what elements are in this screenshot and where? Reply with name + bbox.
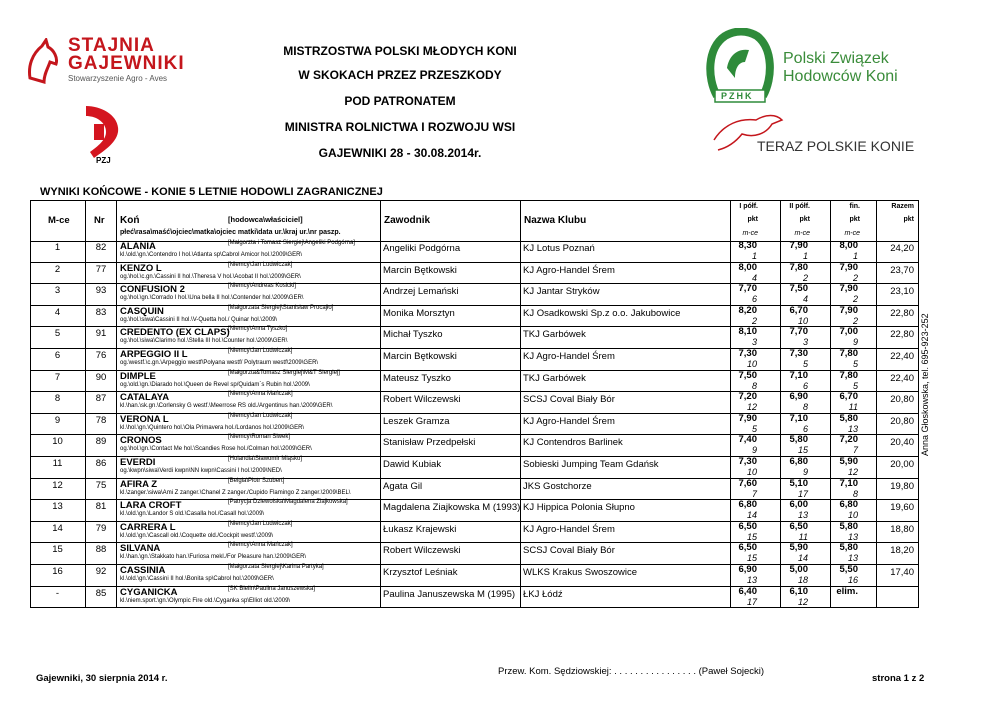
rider-name: Stanisław Przedpełski bbox=[383, 437, 476, 449]
final-place: 2 bbox=[852, 315, 858, 326]
final-points: 5,80 bbox=[839, 542, 858, 554]
final-place: 2 bbox=[852, 272, 858, 283]
number-cell: 76 bbox=[95, 350, 107, 361]
round1-place: 17 bbox=[746, 596, 757, 607]
col-klub: Nazwa Klubu bbox=[524, 215, 587, 226]
horse-owner: [Niemcy\Jan Ludwiczak] bbox=[228, 520, 293, 527]
final-points: 5,80 bbox=[839, 520, 858, 532]
round1-points: 7,70 bbox=[738, 283, 757, 295]
horse-owner: [Niemcy\Roman Siwek] bbox=[228, 434, 291, 441]
horse-pedigree: kl.\han.\gn.\Stakkato han.\Furiosa mekl./For Pleasure han.\2009\GER\ bbox=[120, 554, 307, 561]
round1-points: 6,50 bbox=[738, 542, 757, 554]
round1-place: 3 bbox=[751, 337, 757, 348]
horse-pedigree: og.\hol.\siwa\Cassini II hol.\V-Quetta hol./ Quinar hol.\2009\ bbox=[120, 316, 278, 323]
total-points: 22,80 bbox=[890, 307, 914, 319]
club-name: KJ Osadkowski Sp.z o.o. Jakubowice bbox=[523, 307, 681, 319]
col-r1-mce: m-ce bbox=[742, 230, 758, 237]
round2-points: 6,90 bbox=[789, 391, 808, 403]
place-cell: 9 bbox=[54, 414, 61, 426]
round1-place: 8 bbox=[751, 380, 757, 391]
round2-place: 12 bbox=[797, 596, 808, 607]
round1-points: 7,40 bbox=[738, 434, 757, 446]
heading-line-3: POD PATRONATEM bbox=[344, 94, 456, 108]
horse-name: CYGANICKA bbox=[120, 586, 178, 598]
round2-points: 5,90 bbox=[789, 542, 808, 554]
final-points: 7,80 bbox=[839, 348, 858, 359]
round1-points: 7,50 bbox=[738, 369, 757, 381]
total-points: 20,00 bbox=[890, 459, 914, 470]
table-row bbox=[30, 499, 918, 522]
total-points: 23,70 bbox=[890, 264, 914, 276]
final-points: 7,20 bbox=[839, 434, 858, 446]
rider-name: Krzysztof Leśniak bbox=[383, 567, 458, 578]
horse-pedigree: kl.\hol.\gn.\Quintero hol.\Ola Primavera hol./Lordanos hol.\2009\GER\ bbox=[120, 424, 305, 431]
final-place: 9 bbox=[852, 337, 858, 348]
number-cell: 78 bbox=[95, 414, 107, 426]
rider-name: Monika Morsztyn bbox=[383, 307, 455, 319]
place-cell: 11 bbox=[52, 458, 63, 469]
round1-place: 10 bbox=[746, 359, 757, 369]
col-kon: Koń bbox=[120, 215, 140, 226]
horse-name: CARRERA L bbox=[120, 521, 176, 533]
total-points: 22,40 bbox=[890, 372, 914, 384]
col-r2-mce: m-ce bbox=[794, 230, 810, 237]
horse-name: VERONA L bbox=[120, 413, 169, 425]
round2-place: 2 bbox=[802, 272, 808, 283]
rider-name: Robert Wilczewski bbox=[383, 545, 461, 557]
round2-points: 7,10 bbox=[789, 412, 808, 424]
final-points: 5,80 bbox=[839, 412, 858, 424]
final-points: 5,90 bbox=[839, 456, 858, 467]
round1-points: 8,30 bbox=[738, 240, 757, 251]
round1-place: 6 bbox=[751, 294, 757, 305]
club-name: KJ Hippica Polonia Słupno bbox=[523, 502, 635, 514]
club-name: KJ Lotus Poznań bbox=[523, 243, 595, 254]
horse-pedigree: kl.\niem.sport.\gn.\Olympic Fire old.\Cyganka sp\Elliot old.\2009\ bbox=[120, 597, 291, 604]
horse-pedigree: kl.\old.\gn.\Landor S old.\Casalla hol./Casall hol.\2009\ bbox=[120, 511, 265, 518]
table-row bbox=[30, 391, 918, 414]
round2-place: 3 bbox=[802, 337, 808, 348]
place-cell: 1 bbox=[54, 242, 61, 253]
number-cell: 79 bbox=[95, 522, 107, 534]
rider-name: Michał Tyszko bbox=[383, 329, 443, 341]
final-points: 6,80 bbox=[839, 499, 858, 511]
stajnia-title-2: GAJEWNIKI bbox=[68, 53, 185, 74]
table-row bbox=[30, 262, 918, 285]
total-points: 22,40 bbox=[890, 351, 914, 362]
round1-place: 10 bbox=[746, 467, 757, 477]
footer-page: strona 1 z 2 bbox=[872, 673, 925, 684]
horse-name: CASSINIA bbox=[120, 565, 166, 576]
horse-name: CASQUIN bbox=[120, 305, 164, 317]
horse-owner: [Niemcy\Anna Mańczak] bbox=[228, 542, 293, 549]
col-mce: M-ce bbox=[48, 215, 70, 226]
horse-owner: [Niemcy\Anna Mańczak] bbox=[228, 391, 293, 398]
horse-owner: [Niemcy\Jan Ludwiczak] bbox=[228, 348, 293, 354]
number-cell: 82 bbox=[95, 242, 107, 253]
rider-name: Mateusz Tyszko bbox=[383, 372, 451, 384]
final-place: 5 bbox=[852, 380, 858, 391]
total-points: 22,80 bbox=[890, 329, 914, 341]
round1-place: 2 bbox=[751, 315, 757, 326]
horse-owner: [Małgorzata Siergiej\Karina Partyka] bbox=[228, 564, 324, 570]
round2-place: 6 bbox=[802, 423, 808, 434]
horse-pedigree: kl.\han.\sk.gn.\Corlensky G westf.\Meerrose RS old./Argentinus han.\2009\GER\ bbox=[120, 403, 333, 410]
total-points: 18,20 bbox=[890, 545, 914, 557]
final-points: 7,00 bbox=[839, 326, 858, 338]
round1-points: 6,50 bbox=[738, 520, 757, 532]
horse-owner: [Niemcy\Anna Tyszko] bbox=[228, 326, 288, 333]
final-points: 5,50 bbox=[839, 564, 858, 575]
rider-name: Marcin Bętkowski bbox=[383, 264, 457, 276]
place-cell: 10 bbox=[52, 436, 63, 448]
horse-owner: [Belgia\Piotr Szubert] bbox=[228, 477, 285, 484]
club-name: WLKS Krakus Swoszowice bbox=[523, 567, 638, 578]
horse-pedigree: og.\hol.\gn.\Contact Me hol.\Scandies Rose hol./Colman hol.\2009\GER\ bbox=[120, 446, 312, 453]
club-name: Sobieski Jumping Team Gdańsk bbox=[523, 459, 659, 470]
total-points: 20,80 bbox=[890, 415, 914, 427]
footer-judge: Przew. Kom. Sędziowskiej: . . . . . . . . . . . . . . . . (Paweł Sojecki) bbox=[498, 666, 765, 677]
round2-place: 15 bbox=[797, 445, 808, 456]
rider-name: Angeliki Podgórna bbox=[383, 243, 461, 254]
horse-owner: [SK Bielin\Paulina Januszewska] bbox=[228, 585, 316, 592]
horse-pedigree: og.\kwpn\siwa\Verdi kwpn\NN kwpn\Cassini I hol.\2009\NED\ bbox=[120, 468, 282, 474]
round2-points: 6,80 bbox=[789, 456, 808, 467]
col-razem-pkt: pkt bbox=[903, 216, 914, 223]
round1-points: 6,90 bbox=[738, 564, 757, 575]
horse-name: ALANIA bbox=[120, 241, 156, 252]
place-cell: 5 bbox=[54, 328, 61, 340]
place-cell: 16 bbox=[52, 566, 63, 577]
pzhk-name-2: Hodowców Koni bbox=[783, 68, 898, 85]
round1-points: 7,30 bbox=[738, 456, 757, 467]
table-row bbox=[30, 542, 918, 565]
teraz-polskie-konie-logo bbox=[710, 110, 915, 170]
heading-line-1: MISTRZOSTWA POLSKI MŁODYCH KONI bbox=[283, 44, 517, 58]
round2-place: 10 bbox=[797, 315, 808, 326]
rider-name: Leszek Gramza bbox=[383, 415, 450, 427]
table-row bbox=[30, 564, 918, 587]
final-place: 12 bbox=[847, 467, 858, 477]
place-cell: 12 bbox=[52, 479, 63, 491]
club-name: TKJ Garbówek bbox=[523, 329, 586, 341]
rider-name: Robert Wilczewski bbox=[383, 394, 461, 406]
round2-points: 6,10 bbox=[789, 585, 808, 597]
final-place: 13 bbox=[847, 423, 858, 434]
round2-points: 5,00 bbox=[789, 564, 808, 575]
col-r3-pkt: pkt bbox=[849, 216, 860, 223]
final-points: 7,90 bbox=[839, 304, 858, 316]
col-razem: Razem bbox=[891, 203, 914, 210]
final-points: elim. bbox=[836, 585, 858, 597]
round2-points: 6,00 bbox=[789, 499, 808, 511]
table-row bbox=[30, 586, 918, 609]
round1-place: 7 bbox=[751, 488, 757, 499]
round2-place: 8 bbox=[802, 402, 808, 413]
horse-name: CATALAYA bbox=[120, 392, 170, 404]
table-row bbox=[30, 521, 918, 544]
round2-points: 7,50 bbox=[789, 283, 808, 295]
rider-name: Magdalena Ziajkowska M (1993) bbox=[383, 502, 521, 514]
col-r3: fin. bbox=[849, 203, 860, 210]
col-r3-mce: m-ce bbox=[844, 230, 860, 237]
table-row bbox=[30, 283, 918, 306]
round2-place: 11 bbox=[798, 531, 808, 542]
place-cell: 3 bbox=[54, 285, 61, 297]
horse-owner: [Małgorzta&Tomasz Siergiej\M&T Siergiej] bbox=[228, 369, 340, 376]
horse-name: CRONOS bbox=[120, 435, 162, 447]
horse-pedigree: og.\westf.\c.gn.\Arpeggio westf\Polyana westf/ Polytraum westf\2009\GER\ bbox=[120, 360, 319, 366]
stajnia-gajewniki-logo bbox=[22, 36, 197, 86]
horse-name: DIMPLE bbox=[120, 370, 156, 382]
final-points: 8,00 bbox=[839, 240, 858, 251]
number-cell: 90 bbox=[95, 371, 107, 383]
round2-points: 6,50 bbox=[789, 520, 808, 532]
stajnia-subtitle: Stowarzyszenie Agro - Aves bbox=[68, 74, 168, 83]
round2-place: 4 bbox=[802, 294, 808, 305]
number-cell: 89 bbox=[95, 436, 107, 448]
final-place: 10 bbox=[847, 510, 858, 521]
club-name: JKS Gostchorze bbox=[523, 480, 592, 492]
round1-points: 7,30 bbox=[738, 348, 757, 359]
teraz-label: TERAZ POLSKIE KONIE bbox=[757, 138, 915, 154]
round1-place: 15 bbox=[746, 553, 757, 564]
col-nr: Nr bbox=[94, 215, 105, 226]
round2-place: 17 bbox=[797, 488, 808, 499]
table-row bbox=[30, 370, 918, 393]
table-row bbox=[30, 326, 918, 349]
place-cell: 13 bbox=[52, 501, 63, 513]
round2-place: 9 bbox=[802, 467, 808, 477]
round1-points: 8,10 bbox=[738, 326, 757, 338]
round1-place: 15 bbox=[746, 531, 757, 542]
rider-name: Paulina Januszewska M (1995) bbox=[383, 588, 516, 600]
table-row bbox=[30, 413, 918, 436]
number-cell: 88 bbox=[95, 544, 107, 556]
round1-points: 8,00 bbox=[738, 261, 757, 273]
final-points: 6,70 bbox=[839, 391, 858, 403]
col-zawodnik: Zawodnik bbox=[384, 215, 431, 226]
heading-line-5: GAJEWNIKI 28 - 30.08.2014r. bbox=[318, 146, 482, 160]
round1-points: 7,60 bbox=[738, 477, 757, 489]
table-row bbox=[30, 456, 918, 479]
round1-place: 1 bbox=[751, 251, 757, 261]
horse-name: LARA CROFT bbox=[120, 500, 182, 512]
round1-place: 5 bbox=[751, 423, 757, 434]
round2-points: 5,10 bbox=[789, 477, 808, 489]
footer-place-date: Gajewniki, 30 sierpnia 2014 r. bbox=[36, 673, 168, 684]
club-name: KJ Agro-Handel Śrem bbox=[523, 523, 615, 535]
table-row bbox=[30, 434, 918, 457]
rider-name: Łukasz Krajewski bbox=[383, 523, 457, 535]
horse-name: ARPEGGIO II L bbox=[120, 349, 188, 360]
horse-name: CONFUSION 2 bbox=[120, 284, 185, 296]
total-points: 20,80 bbox=[890, 394, 914, 406]
final-place: 13 bbox=[847, 553, 858, 564]
final-points: 7,90 bbox=[839, 261, 858, 273]
number-cell: 92 bbox=[95, 566, 107, 577]
col-r2-pkt: pkt bbox=[799, 216, 810, 223]
horse-head-icon bbox=[22, 38, 62, 84]
round2-points: 7,30 bbox=[789, 348, 808, 359]
place-cell: 7 bbox=[54, 371, 61, 383]
round1-place: 4 bbox=[751, 272, 757, 283]
col-r1-pkt: pkt bbox=[747, 216, 758, 223]
club-name: KJ Agro-Handel Śrem bbox=[523, 351, 615, 362]
number-cell: 81 bbox=[95, 501, 107, 513]
round2-place: 13 bbox=[797, 510, 808, 521]
total-points: 23,10 bbox=[890, 286, 914, 298]
final-place: 16 bbox=[847, 575, 858, 585]
number-cell: 75 bbox=[95, 479, 107, 491]
col-r2: II półf. bbox=[789, 203, 810, 210]
rider-name: Marcin Bętkowski bbox=[383, 351, 457, 362]
horse-name: AFIRA Z bbox=[120, 478, 158, 490]
club-name: KJ Agro-Handel Śrem bbox=[523, 264, 615, 276]
number-cell: 93 bbox=[95, 285, 107, 297]
final-place: 5 bbox=[852, 359, 858, 369]
total-points: 19,80 bbox=[890, 480, 914, 492]
total-points: 24,20 bbox=[890, 243, 914, 254]
total-points: 20,40 bbox=[890, 437, 914, 449]
place-cell: 8 bbox=[54, 393, 61, 405]
round1-points: 8,20 bbox=[738, 304, 757, 316]
table-row bbox=[30, 478, 918, 501]
total-points: 18,80 bbox=[890, 523, 914, 535]
round1-points: 7,90 bbox=[738, 412, 757, 424]
round1-points: 7,20 bbox=[738, 391, 757, 403]
number-cell: 91 bbox=[95, 328, 107, 340]
round1-place: 9 bbox=[751, 445, 757, 456]
horse-name: EVERDI bbox=[120, 457, 156, 468]
horse-owner: [Niemcy\Jan Ludwiczak] bbox=[228, 412, 293, 419]
heading-line-4: MINISTRA ROLNICTWA I ROZWOJU WSI bbox=[284, 120, 516, 134]
round2-place: 5 bbox=[802, 359, 808, 369]
table-row bbox=[30, 348, 918, 371]
rider-name: Andrzej Lemański bbox=[383, 286, 459, 298]
round1-place: 14 bbox=[746, 510, 757, 521]
final-place: 7 bbox=[852, 445, 858, 456]
horse-name: SILVANA bbox=[120, 543, 161, 555]
round2-points: 7,90 bbox=[789, 240, 808, 251]
horse-name: CREDENTO (EX CLAPS) bbox=[120, 327, 230, 339]
horse-pedigree: og.\hol.\gn.\Corrado I hol.\Una bella II hol.\Contender hol.\2009\GER\ bbox=[120, 295, 304, 302]
pzhk-logo bbox=[705, 28, 898, 108]
place-cell: 4 bbox=[54, 306, 61, 318]
number-cell: 83 bbox=[95, 306, 107, 318]
club-name: TKJ Garbówek bbox=[523, 372, 586, 384]
horse-name: KENZO L bbox=[120, 262, 162, 274]
rider-name: Agata Gil bbox=[383, 480, 423, 492]
col-hodowca: [hodowca\właściciel] bbox=[228, 215, 303, 224]
final-place: 11 bbox=[848, 402, 858, 413]
round2-place: 6 bbox=[802, 380, 808, 391]
horse-pedigree: og.\hol.\c.gn.\Cassini II hol.\Theresa V hol.\Acobat II hol.\2009\GER\ bbox=[120, 273, 301, 280]
heading-line-2: W SKOKACH PRZEZ PRZESZKODY bbox=[298, 68, 502, 82]
col-r1: I półf. bbox=[739, 203, 758, 210]
round1-points: 6,80 bbox=[738, 499, 757, 511]
number-cell: 77 bbox=[95, 263, 107, 275]
table-row bbox=[30, 305, 918, 328]
final-place: 8 bbox=[852, 488, 858, 499]
horse-owner: [Holandia\Sławomir Miąsko] bbox=[228, 456, 303, 462]
final-place: 1 bbox=[852, 251, 858, 261]
horse-owner: [Niemcy\Andreas Kosicki] bbox=[228, 283, 297, 290]
round1-place: 13 bbox=[746, 575, 757, 585]
pzhk-badge: PZHK bbox=[721, 91, 754, 101]
place-cell: 14 bbox=[52, 522, 63, 534]
table-row bbox=[30, 240, 918, 263]
club-name: KJ Agro-Handel Śrem bbox=[523, 415, 615, 427]
pzj-label: PZJ bbox=[96, 156, 111, 165]
horse-owner: [Niemcy\Jan Ludwiczak] bbox=[228, 261, 293, 268]
final-points: 7,10 bbox=[839, 477, 858, 489]
round2-points: 6,70 bbox=[789, 304, 808, 316]
club-name: KJ Jantar Stryków bbox=[523, 286, 600, 298]
final-place: 2 bbox=[852, 294, 858, 305]
horse-owner: [Patrycja Dziewolska\Magdalena Ziajkowska] bbox=[228, 499, 348, 506]
round1-points: 6,40 bbox=[738, 585, 757, 597]
number-cell: 87 bbox=[95, 393, 107, 405]
round1-place: 12 bbox=[746, 402, 757, 413]
final-place: 13 bbox=[847, 531, 858, 542]
round2-points: 5,80 bbox=[789, 434, 808, 446]
horse-pedigree: og.\old.\gn.\Diarado hol.\Queen de Revel sp/Quidam`s Rubin hol.\2009\ bbox=[120, 381, 310, 388]
place-cell: 2 bbox=[54, 263, 61, 275]
stajnia-title-1: STAJNIA bbox=[68, 35, 155, 56]
number-cell: 86 bbox=[95, 458, 107, 469]
round2-place: 1 bbox=[802, 251, 808, 261]
final-points: 7,90 bbox=[839, 283, 858, 295]
section-title: WYNIKI KOŃCOWE - KONIE 5 LETNIE HODOWLI ZAGRANICZNEJ bbox=[40, 186, 383, 198]
number-cell: 85 bbox=[95, 587, 107, 599]
horse-pedigree: kl.\old.\gn.\Contendro I hol.\Atlanta sp\Cabrol Amicor hol.\2009\GER\ bbox=[120, 252, 303, 258]
side-note: Anna Głoskowska, tel. 695-923-252 bbox=[920, 313, 930, 456]
pzhk-name-1: Polski Związek bbox=[783, 50, 889, 67]
horse-pedigree: og.\hol.\siwa\Clarimo hol.\Stella III hol.\Counter hol.\2009\GER\ bbox=[120, 338, 288, 345]
table-header bbox=[30, 200, 918, 242]
horse-pedigree: kl.\old.\gn.\Cascall old.\Coquette old./Cockpit westf.\2009\ bbox=[120, 532, 274, 539]
round2-place: 18 bbox=[797, 575, 808, 585]
place-cell: - bbox=[55, 587, 60, 599]
place-cell: 15 bbox=[52, 544, 63, 556]
col-pedigree: płeć\rasa\maść\ojciec\matka\ojciec matki\data ur.\kraj ur.\nr paszp. bbox=[120, 229, 341, 236]
round2-points: 7,10 bbox=[789, 369, 808, 381]
club-name: ŁKJ Łódź bbox=[523, 588, 563, 600]
rider-name: Dawid Kubiak bbox=[383, 459, 442, 470]
club-name: SCSJ Coval Biały Bór bbox=[523, 394, 615, 406]
horse-owner: [Małgorzta i Tomasz Siergiej\Angeliki Podgórna] bbox=[228, 240, 355, 246]
pzj-logo bbox=[80, 100, 128, 170]
horse-owner: [Małgorzata Siergiej\Stanisław Procajło] bbox=[228, 304, 334, 311]
round2-place: 14 bbox=[797, 553, 808, 564]
total-points: 17,40 bbox=[890, 567, 914, 578]
round2-points: 7,80 bbox=[789, 261, 808, 273]
place-cell: 6 bbox=[54, 350, 61, 361]
horse-pedigree: kl.\zanger.\siwa\Ami Z zanger.\Chanel Z zanger./Cupido Flamingo Z zanger.\2009\BEL\ bbox=[120, 489, 351, 496]
total-points: 19,60 bbox=[890, 502, 914, 514]
horse-pedigree: kl.\old.\gn.\Cassini II hol.\Bonita sp\Cabrol hol.\2009\GER\ bbox=[120, 576, 274, 582]
final-points: 7,80 bbox=[839, 369, 858, 381]
club-name: KJ Contendros Barlinek bbox=[523, 437, 623, 449]
club-name: SCSJ Coval Biały Bór bbox=[523, 545, 615, 557]
round2-points: 7,70 bbox=[789, 326, 808, 338]
